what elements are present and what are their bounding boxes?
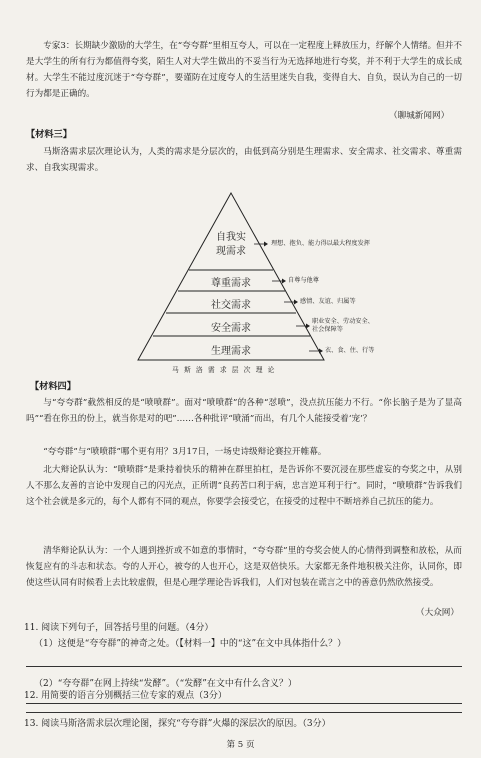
level1-label-line1: 自我实 [216,232,246,243]
answer-line-11-1[interactable] [26,666,462,667]
note-safety-line1: 职业安全、劳动安全、 [312,318,374,325]
expert3-paragraph: 专家3：长期缺少激励的大学生，在“夸夸群”里相互夸人，可以在一定程度上释放压力，纾解个人情绪。但并不是大学生的所有行为都值得夸奖，陌生人对大学生做出的不妥当行为无选择地进行夸奖，并不利于大学生的成长成材。大学生不能过度沉迷于“夸夸群”，要谨防在过度夸人的生活里迷失自我，变得自大、自负，误认为自己的一切行为都是正确的。 [26,41,462,99]
note-safety-line2: 社会保障等 [312,326,343,333]
arrowhead-level-4 [306,324,310,329]
question-11-1: （1）这便是“夸夸群”的神奇之处。（【材料一】中的“这”在文中具体指什么？） [34,639,347,649]
pyramid-level-social: 社交需求 [211,300,251,311]
note-social: 感情、友谊、归属等 [300,298,356,305]
note-self-actualization: 理想、抱负、能力得以最大程度发挥 [271,240,370,247]
note-physiological: 衣、食、住、行等 [325,347,375,354]
material4-paragraph-3: 北大辩论队认为：“喷喷群”是秉持着快乐的精神在群里拍杠，是告诉你不要沉浸在那些虚妄的夸奖之中，从别人不那么友善的言论中发现自己的闪光点，正所谓“良药苦口利于病，忠言逆耳利于行”。同时，“喷喷群”告诉我们这个社会就是多元的，每个人都有不同的观点，你要学会接受它，在接受的过程中不断培养自己抗压的能力。 [26,465,462,507]
material4-heading: 【材料四】 [30,381,76,392]
page-number: 第 5 页 [226,740,255,750]
question-11: 11. 阅读下列句子，回答括号里的问题。（4分） [24,623,214,633]
question-12: 12. 用简要的语言分别概括三位专家的观点（3分） [24,691,227,701]
pyramid-level-safety: 安全需求 [211,323,251,334]
material3-paragraph: 马斯洛需求层次理论认为，人类的需求是分层次的，由低到高分别是生理需求、安全需求、社交需求、尊重需求、自我实现需求。 [26,147,462,173]
note-safety [312,318,374,334]
source-liaocheng: （聊城新闻网） [389,111,450,121]
answer-line-11-2[interactable] [26,703,462,704]
question-13: 13. 阅读马斯洛需求层次理论图，探究“夸夸群”火爆的深层次的原因。（3分） [24,719,331,729]
answer-line-12[interactable] [26,712,462,713]
arrowhead-level-5 [319,349,323,354]
pyramid-level-physiological: 生理需求 [211,346,251,357]
pyramid-level-esteem: 尊重需求 [211,278,251,289]
material4-paragraph-2: “夸夸群”与“喷喷群”哪个更有用？3月17日，一场史诗级辩论赛拉开帷幕。 [43,447,327,457]
note-esteem: 自尊与他尊 [288,277,319,284]
question-11-2: （2）“夸夸群”在网上持续“发酵”。（“发酵”在文中有什么含义？） [34,679,297,689]
material3-heading: 【材料三】 [26,129,72,140]
material4-paragraph-1: 与“夸夸群”截然相反的是“喷喷群”。面对“喷喷群”的各种“怼喷”，没点抗压能力不行。“你长脑子是为了显高吗”“看在你丑的份上，就当你是对的吧”……各种批评“喷涌”而出，有几个人能接受着‘宠’？ [26,398,462,424]
source-dazhong: （大众网） [416,608,459,618]
arrowhead-level-3 [294,300,298,305]
material4-paragraph-4: 清华辩论队认为：一个人遇到挫折或不如意的事情时，“夸夸群”里的夸奖会使人的心情得到调整和放松，从而恢复应有的斗志和状态。夸的人开心，被夸的人也开心，这是双倍快乐。大家都无条件地积极关注你，认同你，即使这些认同有时候看上去比较虚假，但是心理学理论告诉我们，人们对包装在谎言之中的善意仍然欣然接受。 [26,546,462,588]
level1-label-line2: 现需求 [216,246,246,257]
pyramid-caption: 马 斯 洛 需 求 层 次 理 论 [172,366,276,374]
